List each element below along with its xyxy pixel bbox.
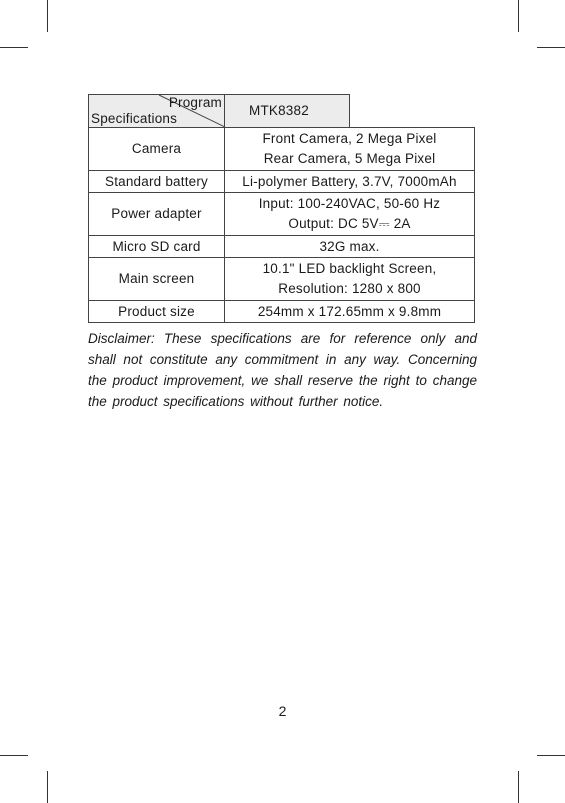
crop-mark [518, 771, 519, 803]
crop-mark [47, 771, 48, 803]
table-row [89, 171, 475, 193]
blank-header-cell [350, 95, 475, 128]
crop-mark [537, 47, 565, 48]
crop-mark [0, 755, 28, 756]
disclaimer-text: Disclaimer: These specifications are for reference only and shall not constitute any commitment in any way. Concerning the product improvement, we shall reserve the right to change the product specifications without further notice. [88, 331, 477, 409]
crop-mark [518, 0, 519, 32]
row-label: Micro SD card [89, 236, 225, 258]
row-value: 254mm x 172.65mm x 9.8mm [225, 301, 475, 323]
table-row [89, 128, 475, 171]
crop-mark [537, 755, 565, 756]
row-value: Li-polymer Battery, 3.7V, 7000mAh [225, 171, 475, 193]
table-row [89, 236, 475, 258]
table-header-row [89, 95, 475, 128]
row-value: 32G max. [225, 236, 475, 258]
table-row [89, 301, 475, 323]
row-label: Camera [89, 128, 225, 171]
model-cell: MTK8382 [225, 95, 350, 128]
row-value: Front Camera, 2 Mega Pixel Rear Camera, 5 Mega Pixel [225, 128, 475, 171]
spec-table [88, 94, 475, 323]
row-value: 10.1" LED backlight Screen, Resolution: 1280 x 800 [225, 258, 475, 301]
row-value: Input: 100-240VAC, 50-60 Hz Output: DC 5V⎓ 2A [225, 193, 475, 236]
corner-header-cell [89, 95, 225, 128]
row-label: Product size [89, 301, 225, 323]
crop-mark [0, 47, 28, 48]
crop-mark [47, 0, 48, 32]
row-label: Power adapter [89, 193, 225, 236]
row-label: Main screen [89, 258, 225, 301]
table-row [89, 258, 475, 301]
corner-bottom-label: Specifications [91, 111, 178, 126]
page-number: 2 [278, 703, 287, 719]
corner-top-label: Program [168, 95, 222, 110]
table-row [89, 193, 475, 236]
row-label: Standard battery [89, 171, 225, 193]
